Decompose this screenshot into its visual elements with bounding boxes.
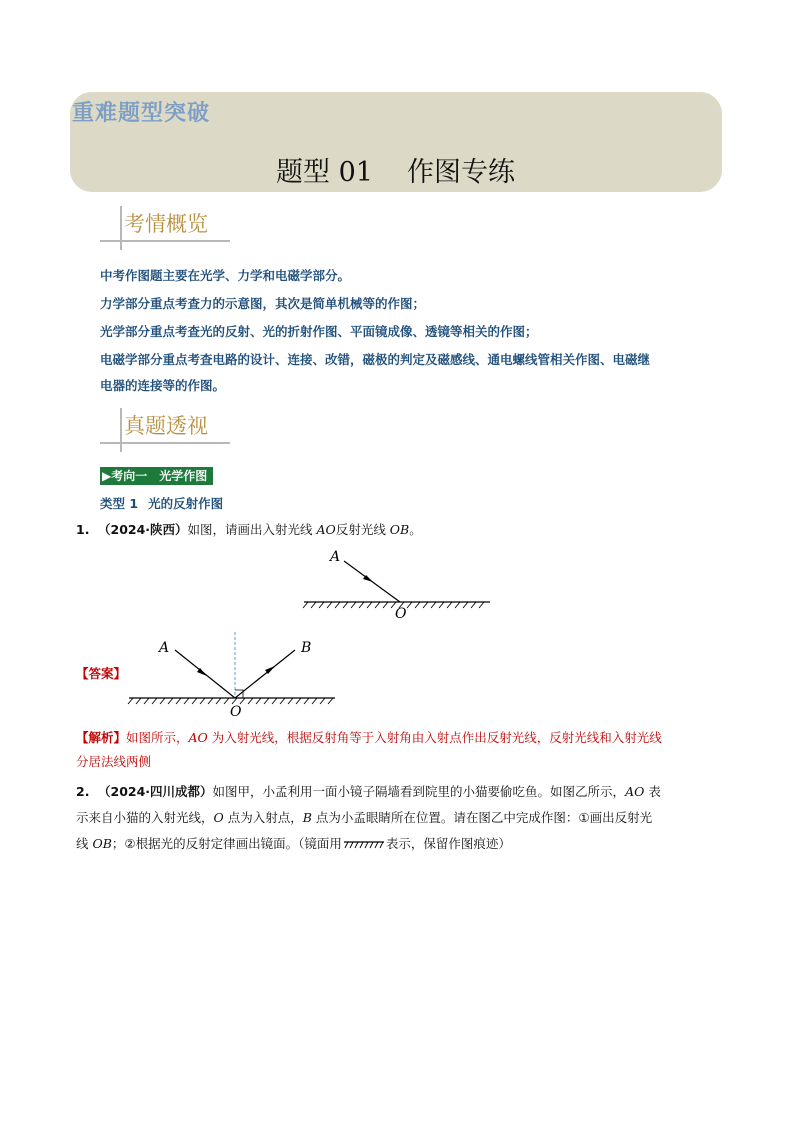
direction-tag: ▶考向一 光学作图	[100, 467, 213, 485]
section-heading-real-exam-text: 真题透视	[124, 414, 208, 438]
question-1: 1. （2024·陕西）如图，请画出入射光线 AO反射光线 OB。	[76, 522, 422, 537]
label-a: A	[159, 640, 170, 656]
question-1-figure	[300, 545, 496, 620]
type-heading: 类型 1 光的反射作图	[100, 496, 224, 511]
overview-line-4: 电磁学部分重点考查电路的设计、连接、改错，磁极的判定及磁感线、通电螺线管相关作图、电磁继	[100, 352, 651, 367]
answer-label: 【答案】	[76, 666, 127, 681]
reflected-ray	[235, 650, 295, 698]
question-2-line-2: 示来自小猫的入射光线，O 点为入射点，B 点为小孟眼睛所在位置。请在图乙中完成作图：①画出反射光	[76, 810, 653, 825]
overview-line-3: 光学部分重点考查光的反射、光的折射作图、平面镜成像、透镜等相关的作图；	[100, 324, 538, 339]
overview-line-5: 电器的连接等的作图。	[100, 378, 226, 393]
header-tag: 重难题型突破	[72, 101, 211, 126]
explanation-line-2: 分居法线两侧	[76, 754, 152, 769]
title-part1: 题型 01	[276, 157, 373, 188]
section-heading-overview	[100, 206, 230, 250]
label-o: O	[230, 704, 242, 720]
overview-line-1: 中考作图题主要在光学、力学和电磁学部分。	[100, 268, 351, 283]
answer-figure	[125, 628, 340, 720]
section-heading-overview-text: 考情概览	[124, 212, 208, 236]
question-2-line-1: 2. （2024·四川成都）如图甲，小孟利用一面小镜子隔墙看到院里的小猫要偷吃鱼。如图乙所示，AO 表	[76, 784, 661, 799]
title-part2: 作图专练	[406, 157, 515, 188]
page-title	[276, 150, 515, 189]
triangle-icon: ▶	[102, 469, 112, 483]
section-heading-real-exam	[100, 408, 230, 452]
question-2-line-3: 线 OB；②根据光的反射定律画出镜面。（镜面用 表示，保留作图痕迹）	[76, 836, 511, 851]
overview-line-2: 力学部分重点考查力的示意图，其次是简单机械等的作图；	[100, 296, 426, 311]
mirror-hatching	[303, 602, 484, 608]
label-b: B	[301, 640, 312, 656]
mirror-symbol-icon	[343, 840, 385, 850]
label-o: O	[395, 606, 407, 620]
explanation-line-1: 【解析】如图所示，AO 为入射光线，根据反射角等于入射角由入射点作出反射光线，反射光线和入射光线	[76, 730, 662, 745]
label-a: A	[330, 549, 341, 565]
